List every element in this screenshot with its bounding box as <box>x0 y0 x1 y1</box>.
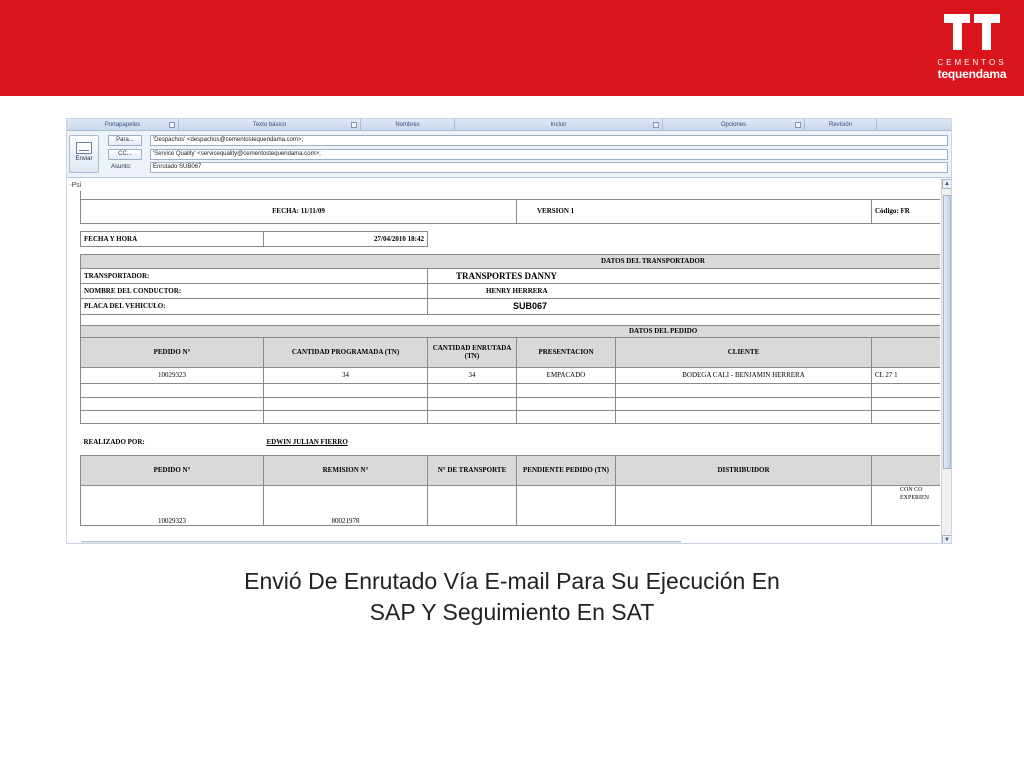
placa-value: SUB067 <box>428 298 941 314</box>
form-table <box>80 191 940 526</box>
header-banner <box>0 0 1024 96</box>
cc-button[interactable]: CC... <box>108 149 142 160</box>
transportador-value: TRANSPORTES DANNY <box>428 268 941 283</box>
table-cell: EMPACADO <box>517 367 616 383</box>
to-field[interactable]: 'Despachos' <despachos@cementostequendama.com>; <box>150 135 948 146</box>
caption-line-2: SAP Y Seguimiento En SAT <box>369 599 655 625</box>
table-row <box>81 246 941 254</box>
realizado-value: EDWIN JULIAN FIERRO <box>266 438 348 446</box>
subject-field[interactable]: Enrutado SUB067 <box>150 162 948 173</box>
column-header: CLIENTE <box>616 337 872 367</box>
slide-caption <box>0 566 1024 628</box>
subject-label: Asunto: <box>111 164 132 170</box>
transportador-section-header: DATOS DEL TRANSPORTADOR <box>81 254 941 268</box>
table-row <box>81 191 941 199</box>
table-cell: 10029323 <box>81 367 264 383</box>
ribbon-group-label: Portapapeles <box>104 122 141 128</box>
ribbon-group-label: Texto básico <box>252 122 287 128</box>
ribbon-group-label: Nombres <box>395 122 420 128</box>
dialog-launcher-icon[interactable] <box>351 122 357 128</box>
column-header: DISTRIBUIDOR <box>616 455 872 485</box>
placa-label: PLACA DEL VEHICULO: <box>81 298 428 314</box>
fecha-hora-value: 27/04/2010 18:42 <box>264 231 428 246</box>
dialog-launcher-icon[interactable] <box>169 122 175 128</box>
company-logo <box>930 10 1014 90</box>
table-row <box>81 410 941 423</box>
ribbon-group-revision[interactable] <box>805 119 877 131</box>
codigo-cell: Código: FR <box>872 199 941 223</box>
ribbon-bar <box>67 119 952 131</box>
message-body[interactable] <box>67 179 952 544</box>
table-row <box>81 435 941 449</box>
table-header-row <box>81 455 941 485</box>
table-row <box>81 397 941 410</box>
transportador-label: TRANSPORTADOR: <box>81 268 428 283</box>
table-cell: 34 <box>428 367 517 383</box>
column-header: PEDIDO N° <box>81 455 264 485</box>
table-cell: 80021978 <box>264 485 428 525</box>
column-header <box>872 337 941 367</box>
ribbon-group-incluir[interactable] <box>455 119 663 131</box>
table-row <box>81 199 941 223</box>
ribbon-group-label: Incluir <box>550 122 567 128</box>
send-label: Enviar <box>75 156 93 162</box>
cc-field[interactable]: 'Service Quality' <servicequality@cementostequendama.com>; <box>150 149 948 160</box>
conductor-label: NOMBRE DEL CONDUCTOR: <box>81 283 428 298</box>
ribbon-group-nombres[interactable] <box>361 119 455 131</box>
body-prefix: Psi <box>71 182 82 189</box>
message-header <box>67 131 952 178</box>
table-row <box>81 283 941 298</box>
ribbon-group-opciones[interactable] <box>663 119 805 131</box>
table-row <box>81 367 941 383</box>
table-row <box>81 423 941 435</box>
column-header: REMISION N° <box>264 455 428 485</box>
version-cell: VERSION 1 <box>517 199 872 223</box>
column-header: PENDIENTE PEDIDO (TN) <box>517 455 616 485</box>
column-header: CANTIDAD ENRUTADA (TN) <box>428 337 517 367</box>
ribbon-group-label: Revisión <box>828 122 852 128</box>
horizontal-scrollbar[interactable] <box>81 541 681 544</box>
table-cell: CON CO EXPERIEN <box>872 485 941 525</box>
table-cell: 34 <box>264 367 428 383</box>
conductor-value: HENRY HERRERA <box>428 283 941 298</box>
column-header: CANTIDAD PROGRAMADA (TN) <box>264 337 428 367</box>
scroll-up-icon[interactable]: ▲ <box>942 179 952 189</box>
paste-options-icon[interactable]: ▫ <box>69 182 72 189</box>
dialog-launcher-icon[interactable] <box>795 122 801 128</box>
table-row <box>81 485 941 525</box>
tt-logo-icon <box>941 10 1003 56</box>
table-cell: BODEGA CALI - BENJAMIN HERRERA <box>616 367 872 383</box>
enrutado-form <box>80 191 940 544</box>
table-row <box>81 325 941 337</box>
pedido-section-header: DATOS DEL PEDIDO <box>81 325 941 337</box>
column-header: PEDIDO N° <box>81 337 264 367</box>
vertical-scrollbar[interactable] <box>941 179 951 544</box>
send-button[interactable] <box>69 135 99 173</box>
table-cell <box>517 485 616 525</box>
envelope-icon <box>76 142 92 154</box>
column-header: N° DE TRANSPORTE <box>428 455 517 485</box>
scroll-thumb[interactable] <box>943 195 951 469</box>
table-row <box>81 268 941 283</box>
caption-line-1: Envió De Enrutado Vía E-mail Para Su Ejecución En <box>244 568 780 594</box>
to-button[interactable]: Para... <box>108 135 142 146</box>
table-cell <box>428 485 517 525</box>
scroll-down-icon[interactable]: ▼ <box>942 535 952 544</box>
ribbon-group-label: Opciones <box>720 122 747 128</box>
column-header: PRESENTACION <box>517 337 616 367</box>
table-row <box>81 383 941 397</box>
fecha-cell: FECHA: 11/11/09 <box>81 199 517 223</box>
email-compose-window <box>66 118 952 544</box>
logo-text-tequendama: tequendama <box>937 67 1007 81</box>
ribbon-group-portapapeles[interactable] <box>67 119 179 131</box>
table-row <box>81 254 941 268</box>
table-cell: CL 27 1 <box>872 367 941 383</box>
realizado-label: REALIZADO POR: <box>83 438 145 446</box>
dialog-launcher-icon[interactable] <box>653 122 659 128</box>
table-cell: 10029323 <box>81 485 264 525</box>
ribbon-group-texto-basico[interactable] <box>179 119 361 131</box>
table-row <box>81 223 941 231</box>
table-cell <box>616 485 872 525</box>
table-row <box>81 231 941 246</box>
table-row <box>81 314 941 325</box>
column-header <box>872 455 941 485</box>
logo-text-cementos: CEMENTOS <box>937 58 1007 67</box>
table-row <box>81 298 941 314</box>
table-header-row <box>81 337 941 367</box>
body-prefix-text <box>69 182 81 189</box>
fecha-hora-label: FECHA Y HORA <box>81 231 264 246</box>
